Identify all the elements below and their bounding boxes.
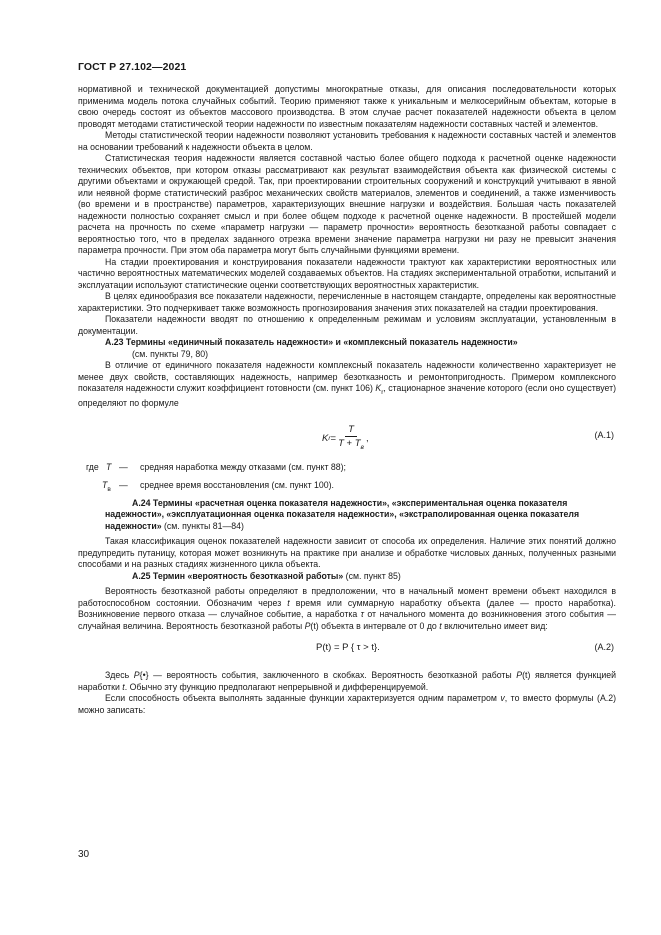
paragraph: В целях единообразия все показатели надежности, перечисленные в настоящем стандарте, определены как вероятностные характеристики. Это подчеркивает также возможность прогнозирования значения этих показателей на стадии проектирования. — [78, 291, 616, 313]
formula-a1 — [78, 420, 616, 456]
section-heading-a25: А.25 Термин «вероятность безотказной работы» (см. пункт 85) — [132, 570, 401, 581]
paragraph: Методы статистической теории надежности позволяют установить требования к надежности составных частей и элементов на основании требований к надежности объекта в целом. — [78, 130, 616, 152]
page-number: 30 — [78, 849, 90, 860]
paragraph: Такая классификация оценок показателей надежности зависит от способа их определения. Наличие этих понятий должно предупредить путаницу, которая может возникнуть на практике при анализе и обработке числовых данных, полученных разными способами и на разных стадиях жизненного цикла объекта. — [78, 536, 616, 570]
paragraph: Вероятность безотказной работы определяют в предположении, что в начальный момент времени объект находился в работоспособном состоянии. Обозначим через t время или суммарную наработку объекта (далее — просто наработка). Возникновение первого отказа — случайное событие, а наработка τ от начального момента до возникновения этого события — случайная величина. Вероятность безотказной работы P(t) объекта в интервале от 0 до t включительно имеет вид: — [78, 586, 616, 631]
formula-number: (А.2) — [594, 642, 614, 653]
paragraph: Статистическая теория надежности является составной частью более общего подхода к расчетной оценке надежности технических объектов, при котором отказы рассматривают как результат взаимодействия объекта как физической системы с другими объектами и окружающей средой. Так, при проектировании строительных сооружений и конструкций учитывают в явной или неявной форме статистический разброс механических свойств материалов, элементов и соединений, а также изменчивость (во времени и в пространстве) параметров, характеризующих внешние нагрузки и воздействия. Большая часть показателей надежности полностью сохраняет смысл и при более общем подходе к расчетной оценке надежности. В простейшей модели расчета на прочность по схеме «параметр нагрузки — параметр прочности» вероятность безотказной работы совпадает с вероятностью того, что в пределах заданного отрезка времени значение параметра нагрузки ни разу не превысит значения параметра прочности. При этом оба параметра могут быть случайными функциями времени. — [78, 153, 616, 255]
where-line-2: $T_в$ — среднее время восстановления (см. пункт 100). — [102, 479, 334, 493]
section-heading-a24: А.24 Термины «расчетная оценка показателя надежности», «экспериментальная оценка показателя надежности», «эксплуатационная оценка показателя надежности», «экстраполированная оценка показателя надежности» (см. пункты 81—84) — [105, 497, 580, 531]
formula-expression: K r = $\frac{T}{T + T_в}$ , — [322, 424, 369, 454]
paragraph: Здесь P{•} — вероятность события, заключенного в скобках. Вероятность безотказной работы P(t) является функцией наработки t. Обычно эту функцию предполагают непрерывной и дифференцируемой. — [78, 670, 617, 692]
fraction: $\frac{T}{T + T_в}$ — [338, 423, 364, 452]
section-heading-a23: А.23 Термины «единичный показатель надежности» и «комплексный показатель надежности» — [105, 337, 518, 347]
standard-header: ГОСТ Р 27.102—2021 — [78, 61, 187, 73]
page-content — [78, 84, 616, 716]
paragraph: нормативной и технической документацией допустимы многократные отказы, для описания последовательности которых применима модель потока случайных событий. Теорию применяют также к уникальным и мелкосерийным объектам, которые в свою очередь состоят из объектов массового производства. В этом случае расчет показателей надежности объекта в целом проводят методами статистической теории надежности по известным показателям надежности составных частей и элементов. — [78, 84, 616, 129]
paragraph: В отличие от единичного показателя надежности комплексный показатель надежности количественно характеризует не менее двух свойств, составляющих надежность, например безотказность и ремонтопригодность. Примером комплексного показателя надежности служит коэффициент готовности (см. пункт 106) $K_r$, стационарное значение которого (если оно существует) определяют по формуле — [78, 360, 616, 409]
formula-expression: P(t) = P { τ > t}. — [316, 642, 380, 654]
where-line-1: где T — средняя наработка между отказами (см. пункт 88); — [86, 461, 346, 472]
paragraph: Показатели надежности вводят по отношению к определенным режимам и условиям эксплуатации, установленным в документации. — [78, 314, 616, 336]
paragraph: На стадии проектирования и конструирования показатели надежности трактуют как характеристики вероятностных или частично вероятностных математических моделей создаваемых объектов. На стадиях экспериментальной отработки, испытаний и эксплуатации используют статистические оценки соответствующих вероятностных характеристик. — [78, 256, 616, 290]
formula-a2 — [78, 640, 616, 662]
paragraph: Если способность объекта выполнять заданные функции характеризуется одним параметром v, то вместо формулы (А.2) можно записать: — [78, 693, 616, 715]
section-reference: (см. пункты 79, 80) — [132, 348, 209, 359]
formula-number: (А.1) — [594, 429, 614, 440]
